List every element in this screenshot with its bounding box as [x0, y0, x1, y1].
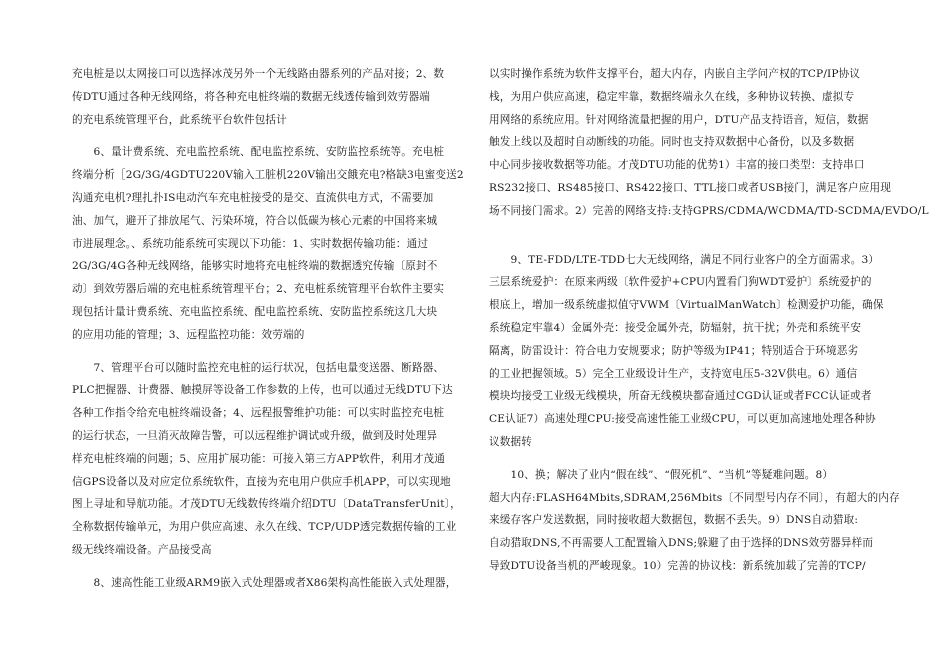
text-line: 超大内存:FLASH64Mbits,SDRAM,256Mbits〔不同型号内存不同〕，有超大的内存	[489, 491, 900, 504]
text-line: 图上寻址和导航功能。才茂DTU无线数传终端介绍DTU〔DataTransferUnit〕，	[72, 498, 461, 511]
text-line: 模块均接受工业级无线模块，所奋无线模块都奋通过CGD认证或者FCC认证或者	[489, 390, 872, 403]
text-line: 终端分析［2G/3G/4GDTU220V输入工脏机220V输出交餓充电?格缺3电蜜变送2	[72, 169, 464, 182]
text-line: 样充电桩终端的问题；5、应用扩展功能：可接入第三方APP软件，利用才茂通	[72, 452, 446, 465]
text-line: 传DTU通过各种无线网络，将各种充电桩终端的数据无线透传输到效劳器端	[72, 90, 430, 103]
text-line: PLC把握器、计费器、触摸屏等设备工作参数的上传，也可以通过无线DTU下达	[72, 384, 453, 397]
text-line: 触发上线以及超时自动断线的功能。同时也支持双数据中心备份，以及多数据	[489, 136, 855, 149]
paragraph	[72, 357, 462, 562]
paragraph	[489, 249, 884, 454]
text-line: 隔离，防雷设计：符合电力安规要求；防护等级为IP41；特别适合于环境恶劣	[489, 344, 859, 357]
text-line: 各种工作指令给充电桩终端设备；4、远程报警维护功能：可以实时监控充电桩	[72, 407, 445, 420]
paragraph	[489, 464, 900, 578]
paragraph	[72, 63, 462, 131]
paragraph	[489, 63, 929, 223]
right-column	[489, 63, 929, 578]
text-line: 9、TE-FDD/LTE-TDD七大无线网络，满足不同行业客户的全方面需求。3）	[489, 253, 880, 266]
text-line: 的工业把握领域。5）完全工业级设计生产，支持宽电压5-32V供电。6）通信	[489, 367, 858, 380]
text-line: 导致DTU设备当机的严峻现象。10）完善的协议栈：新系统加载了完善的TCP/	[489, 559, 866, 572]
text-line: 三层系统爱护：在原来两级〔软件爱护+CPU内置看门狗WDT爱护〕系统爱护的	[489, 276, 872, 289]
text-line: 沟通充电机?理扎扑IS电动汽车充电桩接受的是交、直流供电方式，不需要加	[72, 191, 434, 204]
paragraph	[72, 141, 462, 346]
text-line: 系统稳定牢靠4）金属外壳：接受金属外壳，防辐射，抗干扰；外壳和系统平安	[489, 321, 862, 334]
text-line: 的运行状态，一旦消灭故障告警，可以远程维护调试或升级，做到及时处理异	[72, 429, 438, 442]
left-column	[72, 63, 462, 595]
text-line: 10、换；解决了业内“假在线”、“假死机”、“当机”等疑难问题。8）	[489, 468, 834, 481]
text-line: 市进展理念。、系统功能系统可实现以下功能：1、实时数据传输功能：通过	[72, 237, 429, 250]
text-line: 全称数据传输单元，为用户供应高速、永久在线、TCP/UDP透完数据传输的工业	[72, 521, 457, 534]
text-line: 信GPS设备以及对应定位系统软件，直接为充电用户供应手机APP，可以实现地	[72, 475, 451, 488]
text-line: 7、管理平台可以随时监控充电桩的运行状况，包括电量变送器、断路器、	[72, 361, 445, 374]
text-line: 自动猎取DNS,不再需要人工配置输入DNS;躲避了由于选择的DNS效劳器异样而	[489, 537, 874, 550]
text-line: 根底上，增加一级系统虚拟值守VWM〔VirtualManWatch〕检测爱护功能，确保	[489, 299, 884, 312]
text-line: 中心同步接收数据等功能。才茂DTU功能的优势1）丰富的接口类型：支持串口	[489, 159, 865, 172]
text-line: 来缓存客户发送数据，同时接收超大数据包，数据不丢失。9）DNS自动猎取:	[489, 514, 859, 527]
text-line: 的应用功能的管理；3、远程监控功能：效劳端的	[72, 328, 305, 341]
text-line: 栈，为用户供应高速，稳定牢靠，数据终端永久在线，多种协议转换、虚拟专	[489, 90, 855, 103]
text-line: 议数据转	[489, 435, 532, 448]
text-line: 油、加气，避开了排放尾气、污染环境，符合以低碳为核心元素的中国将来城	[72, 214, 438, 227]
paragraph	[72, 572, 462, 595]
text-line: 的充电系统管理平台，此系统平台软件包括计	[72, 113, 287, 126]
text-line: RS232接口、RS485接口、RS422接口、TTL接口或者USB接门，满足客户应用现	[489, 181, 891, 194]
text-line: 6、量计费系统、充电监控系统、配电监控系统、安防监控系统等。充电桩	[72, 146, 445, 159]
text-line: 动〕到效劳器后端的充电桩系统管理平台；2、充电桩系统管理平台软件主要实	[72, 283, 445, 296]
text-line: 场不同接门需求。2）完善的网络支持:支持GPRS/CDMA/WCDMA/TD-SCDMA/EVDO/L	[489, 204, 929, 217]
text-line: 8、速高性能工业级ARM9嵌入式处理器或者X86架构高性能嵌入式处理器，	[72, 576, 457, 589]
text-line: 现包括计量计费系统、充电监控系统、配电监控系统、安防监控系统这几大块	[72, 305, 438, 318]
text-line: 用网络的系统应用。针对网络流量把握的用户，DTU产品支持语音，短信，数据	[489, 113, 869, 126]
text-line: 2G/3G/4G各种无线网络，能够实时地将充电桩终端的数据透究传输〔原封不	[72, 260, 438, 273]
text-line: 充电桩是以太网接口可以选择冰茂另外一个无线路由器系列的产品对接；2、数	[72, 68, 445, 80]
text-line: 级无线终端设备。产品接受高	[72, 543, 212, 556]
text-line: 以实时操作系统为软件支撑平台，超大内存，内嵌自主学问产权的TCP/IP协议	[489, 68, 861, 80]
text-line: CE认证7）高速处理CPU:接受高速性能工业级CPU，可以更加高速地处理各种协	[489, 413, 876, 426]
